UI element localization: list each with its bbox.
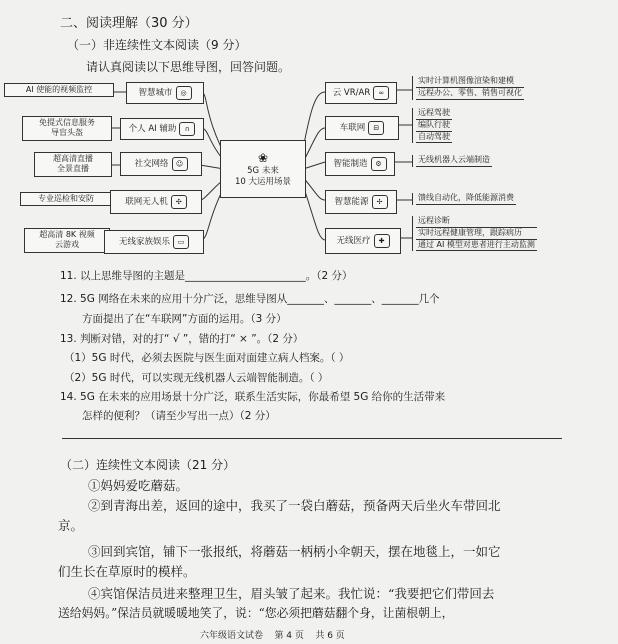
- node-medical: [325, 228, 401, 254]
- medkit-icon: ✚: [374, 234, 390, 248]
- part2-title: （二）连续性文本阅读（21 分）: [60, 458, 236, 472]
- node-iov: [325, 116, 399, 140]
- leaf-line: 远程诊断: [416, 216, 537, 228]
- section-title: 二、阅读理解（30 分）: [60, 16, 198, 31]
- gear-icon: ⚙: [371, 157, 387, 171]
- node-manufacturing: [325, 152, 395, 176]
- question-14-line1: 14. 5G 在未来的应用场景十分广泛，联系生活实际，你最希望 5G 给你的生活带来: [60, 391, 446, 403]
- leaf-entertainment: [24, 228, 110, 253]
- leaf-drone: 专业巡检和安防: [20, 192, 112, 206]
- node-label: 无线家族娱乐: [118, 236, 170, 247]
- node-label: 无线医疗: [336, 235, 371, 246]
- leaves-iov: [412, 108, 452, 143]
- node-label: 云 VR/AR: [332, 87, 371, 98]
- question-13: 13. 判断对错，对的打“ √ ”，错的打“ × ”。（2 分）: [60, 333, 304, 345]
- leaf-line: 全景直播: [57, 164, 89, 174]
- paragraph-1: ①妈妈爱吃蘑菇。: [88, 478, 189, 493]
- node-label: 智能制造: [333, 158, 368, 169]
- leaf-line: 云游戏: [55, 240, 79, 250]
- center-node: [220, 140, 306, 198]
- leaf-line: 超高清 8K 视频: [39, 230, 95, 239]
- leaves-manufacturing: [412, 155, 492, 167]
- leaf-line: 远程驾驶: [416, 108, 452, 120]
- vr-icon: ∞: [373, 86, 389, 100]
- node-energy: [325, 190, 397, 214]
- part1-title: （一）非连续性文本阅读（9 分）: [67, 38, 247, 52]
- leaf-line: 导盲头盔: [51, 128, 83, 138]
- windmill-icon: ✢: [372, 195, 388, 209]
- medal-icon: ❀: [257, 150, 269, 165]
- leaf-line: 远程办公、零售、销售可视化: [416, 88, 524, 100]
- paragraph-4-line1: ④宾馆保洁员进来整理卫生，眉头皱了起来。我忙说：“我要把它们带回去: [88, 586, 495, 601]
- leaf-line: 实时远程健康管理，跟踪病历: [416, 228, 537, 240]
- question-12-line1: 12. 5G 网络在未来的应用十分广泛，思维导图从_______、_______、_______几个: [60, 293, 440, 305]
- node-personal-ai: [120, 118, 204, 140]
- leaf-line: 编队行驶: [416, 120, 452, 132]
- paragraph-3-line1: ③回到宾馆，铺下一张报纸，将蘑菇一柄柄小伞朝天，摆在地毯上，一如它: [88, 544, 501, 559]
- question-13-2: （2）5G 时代，可以实现无线机器人云端智能制造。（ ）: [64, 372, 329, 384]
- leaf-line: 通过 AI 模型对患者进行主动监测: [416, 240, 537, 252]
- node-entertainment: [104, 230, 204, 254]
- leaf-video-monitoring: AI 使能的视频监控: [4, 83, 114, 97]
- question-12-line2: 方面提出了在“车联网”方面的运用。（3 分）: [82, 313, 287, 325]
- paragraph-4-line2: 送给妈妈。”保洁员就暖暖地笑了，说：“您必须把蘑菇翻个身，让菌根朝上，: [58, 606, 454, 620]
- leaf-line: 自动驾驶: [416, 132, 452, 144]
- instruction: 请认真阅读以下思维导图，回答问题。: [86, 60, 291, 74]
- node-drone: [110, 190, 202, 214]
- paragraph-2-line2: 京。: [58, 518, 84, 533]
- answer-line: [62, 438, 562, 439]
- node-label: 社交网络: [134, 158, 169, 169]
- people-icon: ☺: [172, 157, 188, 171]
- node-smart-city: [126, 82, 204, 104]
- center-title: 5G 未来: [247, 165, 279, 176]
- question-13-1: （1）5G 时代，必须去医院与医生面对面建立病人档案。（ ）: [64, 352, 350, 364]
- leaves-vr-ar: [412, 76, 524, 100]
- node-social: [120, 152, 202, 176]
- node-label: 智慧城市: [138, 87, 173, 98]
- leaf-personal-ai: [22, 116, 112, 141]
- leaf-line: 无线机器人云端制造: [416, 155, 492, 167]
- node-label: 个人 AI 辅助: [128, 123, 177, 134]
- leaf-line: 免提式信息服务: [39, 118, 95, 127]
- question-11: 11. 以上思维导图的主题是_______________________。（2 分）: [60, 270, 353, 282]
- node-label: 智慧能源: [334, 196, 369, 207]
- node-label: 车联网: [339, 122, 366, 133]
- page-footer: 六年级语文试卷 第 4 页 共 6 页: [200, 631, 345, 641]
- leaves-energy: [412, 193, 516, 205]
- node-label: 联网无人机: [125, 196, 168, 207]
- leaf-line: 馈线自动化，降低能源消费: [416, 193, 516, 205]
- paragraph-3-line2: 们生长在草原时的模样。: [58, 564, 196, 579]
- question-14-line2: 怎样的便利？（请至少写出一点）（2 分）: [82, 410, 276, 422]
- center-subtitle: 10 大运用场景: [234, 176, 292, 187]
- drone-icon: ✣: [171, 195, 187, 209]
- paragraph-2-line1: ②到青海出差，返回的途中，我买了一袋白蘑菇，预备两天后坐火车带回北: [88, 498, 501, 513]
- car-icon: ⊟: [368, 121, 384, 135]
- headphones-icon: ∩: [179, 122, 195, 136]
- tv-icon: ▭: [173, 235, 189, 249]
- leaves-medical: [412, 216, 537, 251]
- leaf-social: [34, 152, 112, 177]
- leaf-line: 实时计算机图像渲染和建模: [416, 76, 524, 88]
- camera-icon: ◎: [176, 86, 192, 100]
- leaf-line: 超高清直播: [53, 154, 93, 163]
- node-vr-ar: [325, 82, 397, 104]
